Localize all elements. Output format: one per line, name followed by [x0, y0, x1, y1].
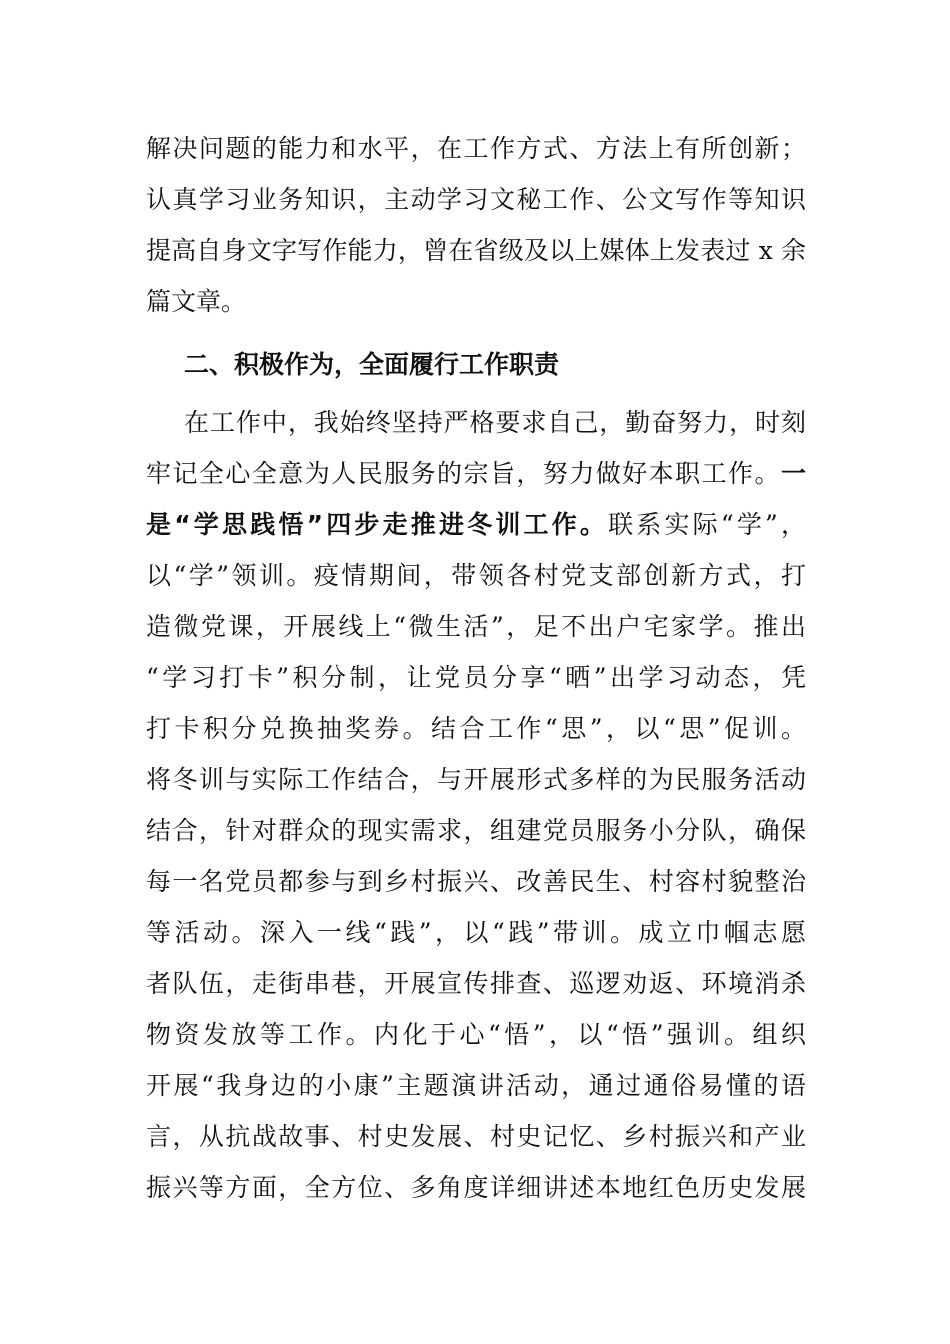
text-segment: 牢记全心全意为人民服务的宗旨，努力做好本职工作。	[146, 459, 781, 488]
paragraph-top	[146, 123, 806, 327]
text-line: 开展“我身边的小康”主题演讲活动，通过通俗易懂的语	[146, 1071, 806, 1100]
text-segment: 联系实际“学”，	[608, 510, 807, 539]
text-line	[146, 499, 806, 550]
text-line: 打卡积分兑换抽奖券。结合工作“思”，以“思”促训。	[146, 714, 806, 743]
text-line	[146, 448, 806, 499]
bold-text-segment: 一	[780, 459, 806, 488]
text-line: 以“学”领训。疫情期间，带领各村党支部创新方式，打	[146, 561, 806, 590]
text-line: 认真学习业务知识，主动学习文秘工作、公文写作等知识	[146, 185, 806, 214]
text-line: 结合，针对群众的现实需求，组建党员服务小分队，确保	[146, 816, 806, 845]
bold-text-segment: 是“学思践悟”四步走推进冬训工作。	[146, 510, 609, 539]
text-line: 者队伍，走街串巷，开展宣传排查、巡逻劝返、环境消杀	[146, 969, 806, 998]
text-line: “学习打卡”积分制，让党员分享“晒”出学习动态，凭	[146, 663, 806, 692]
section-heading: 二、积极作为，全面履行工作职责	[184, 350, 560, 379]
text-line: 解决问题的能力和水平，在工作方式、方法上有所创新；	[146, 134, 806, 163]
text-line: 将冬训与实际工作结合，与开展形式多样的为民服务活动	[146, 765, 806, 794]
text-line: 言，从抗战故事、村史发展、村史记忆、乡村振兴和产业	[146, 1122, 806, 1151]
text-line: 等活动。深入一线“践”，以“践”带训。成立巾帼志愿	[146, 918, 806, 947]
text-line: 篇文章。	[146, 287, 247, 316]
text-line: 物资发放等工作。内化于心“悟”，以“悟”强训。组织	[146, 1020, 806, 1049]
text-line: 在工作中，我始终坚持严格要求自己，勤奋努力，时刻	[184, 408, 806, 437]
text-line: 振兴等方面，全方位、多角度详细讲述本地红色历史发展	[146, 1173, 806, 1202]
paragraph-main	[146, 397, 806, 1213]
text-line: 造微党课，开展线上“微生活”，足不出户宅家学。推出	[146, 612, 806, 641]
text-line: 每一名党员都参与到乡村振兴、改善民生、村容村貌整治	[146, 867, 806, 896]
text-line: 提高自身文字写作能力，曾在省级及以上媒体上发表过 x 余	[146, 236, 806, 265]
